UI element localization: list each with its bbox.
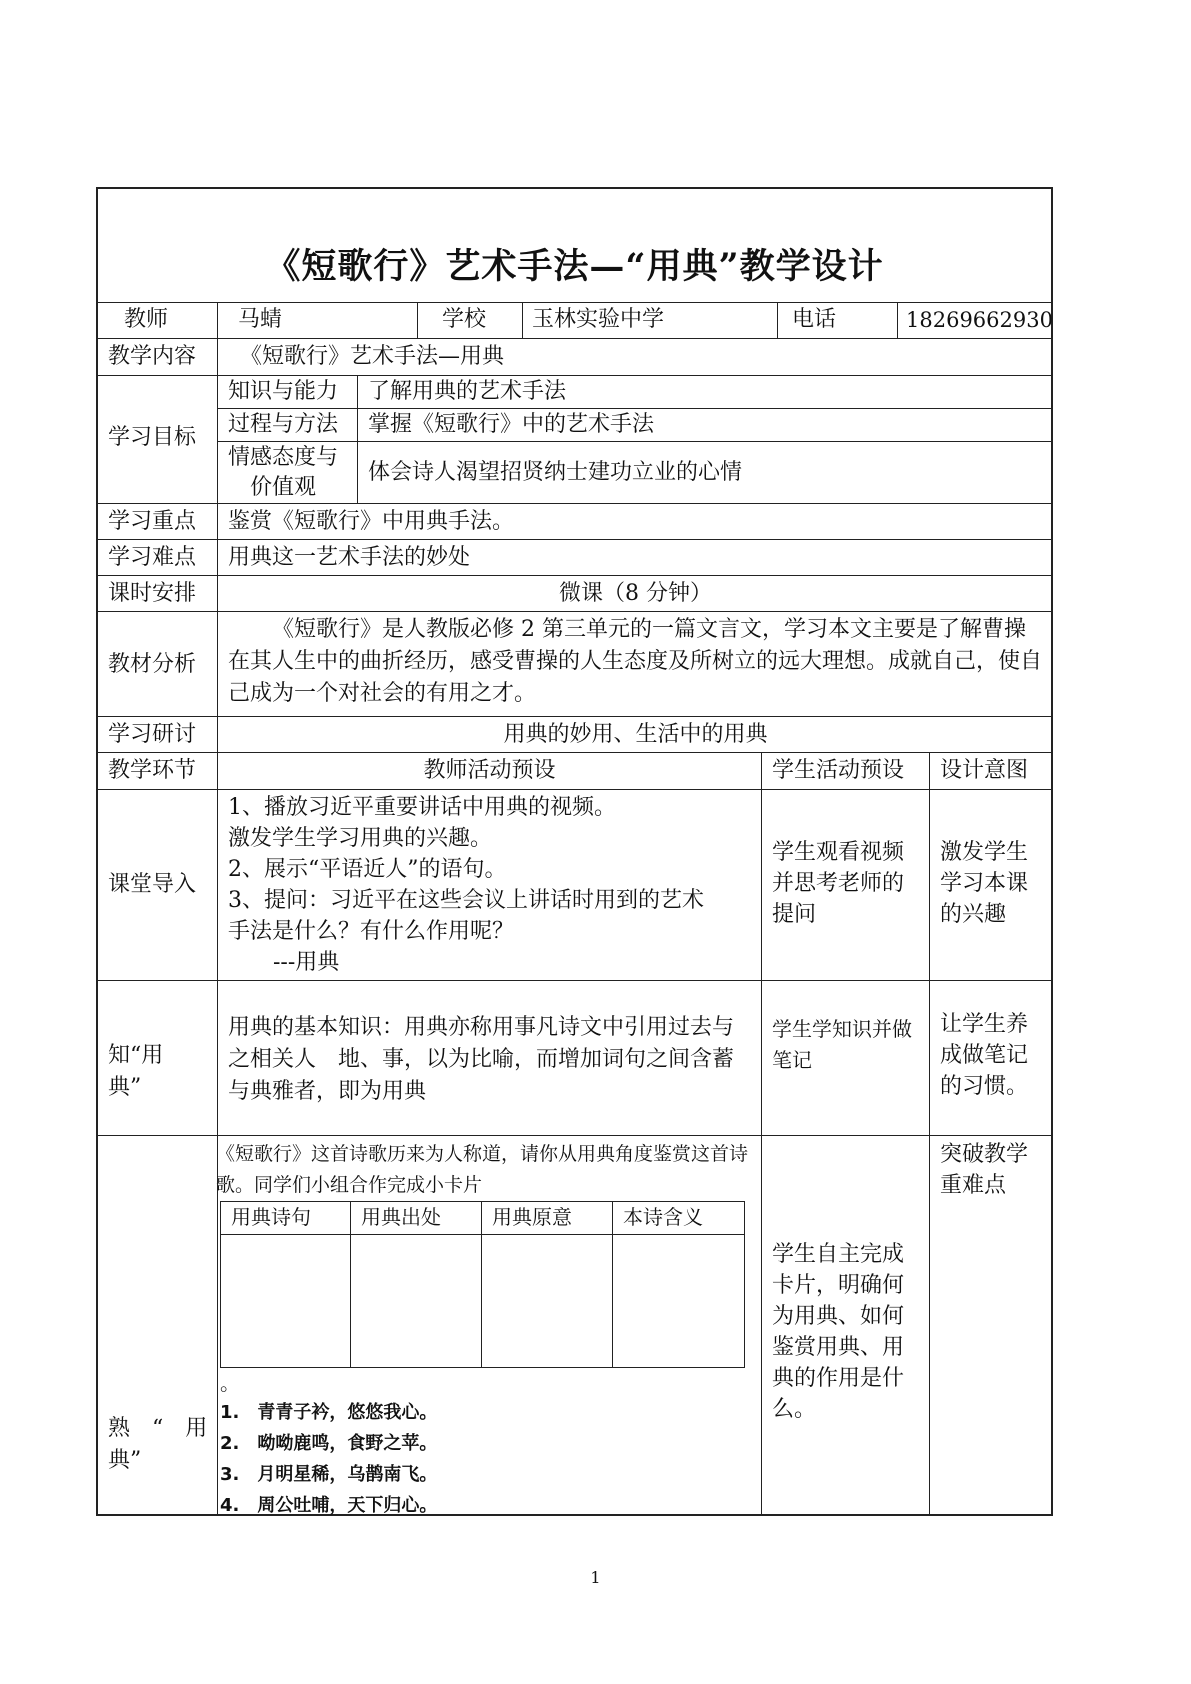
header-student-activity: 学生活动预设 (772, 758, 905, 783)
row2-teacher: 用典的基本知识：用典亦称用事凡诗文中引用过去与之相关人 地、事，以为比喻，而增加词句之间含蓄与典雅者，即为用典 (228, 1015, 735, 1104)
analysis-label: 教材分析 (108, 652, 197, 677)
row1-teacher-line: 3、提问：习近平在这些会议上讲话时用到的艺术 (228, 888, 704, 913)
row3-dot: 。 (220, 1371, 240, 1395)
verse-item: 4. 周公吐哺，天下归心。 (220, 1495, 438, 1516)
teacher-name: 马蜻 (238, 307, 283, 332)
document-title: 《短歌行》艺术手法—“用典”教学设计 (265, 246, 884, 287)
goal2-label: 过程与方法 (228, 412, 339, 437)
row1-teacher-line: 1、播放习近平重要讲话中用典的视频。 (228, 795, 616, 820)
row3-stage-line2: 典” (108, 1448, 142, 1473)
key-value: 鉴赏《短歌行》中用典手法。 (228, 509, 515, 534)
header-stage: 教学环节 (108, 758, 197, 783)
goal3-value: 体会诗人渴望招贤纳士建功立业的心情 (368, 460, 743, 485)
row1-teacher-line: 手法是什么？有什么作用呢？ (228, 919, 515, 944)
row1-stage: 课堂导入 (108, 872, 197, 897)
verse-item: 3. 月明星稀，乌鹊南飞。 (220, 1464, 438, 1485)
difficulty-label: 学习难点 (108, 545, 197, 570)
analysis-text: 《短歌行》是人教版必修 2 第三单元的一篇文言文，学习本文主要是了解曹操在其人生中的曲折经历，感受曹操的人生态度及所树立的远大理想。成就自己，使自己成为一个对社会的有用之才。 (228, 617, 1043, 706)
research-label: 学习研讨 (108, 722, 197, 747)
content-label: 教学内容 (108, 344, 197, 369)
allusion-card-table (220, 1201, 745, 1368)
school-label: 学校 (442, 307, 487, 332)
content-value: 《短歌行》艺术手法—用典 (240, 344, 505, 369)
row1-teacher-line: 2、展示“平语近人”的语句。 (228, 857, 507, 882)
phone-value: 18269662930 (906, 308, 1053, 332)
lesson-plan-table (96, 187, 1053, 1516)
research-value: 用典的妙用、生活中的用典 (503, 722, 768, 747)
row3-stage-line1: 熟 “ 用 (108, 1416, 208, 1441)
goal3-label-line1: 情感态度与 (228, 445, 339, 470)
verse-item: 2. 呦呦鹿鸣，食野之苹。 (220, 1433, 438, 1454)
key-label: 学习重点 (108, 509, 197, 534)
goal1-value: 了解用典的艺术手法 (368, 379, 567, 404)
row1-teacher-line: ---用典 (273, 950, 340, 975)
schedule-label: 课时安排 (108, 581, 197, 606)
row3-teacher-intro: 《短歌行》这首诗歌历来为人称道，请你从用典角度鉴赏这首诗歌。同学们小组合作完成小卡片 (216, 1143, 749, 1196)
header-intent: 设计意图 (940, 758, 1029, 783)
card-header: 用典出处 (361, 1205, 441, 1229)
row1-intent: 激发学生学习本课的兴趣 (940, 840, 1029, 927)
phone-label: 电话 (792, 307, 837, 332)
row1-student: 学生观看视频并思考老师的提问 (772, 840, 905, 927)
goal3-label-line2: 价值观 (250, 475, 317, 500)
card-header: 用典诗句 (231, 1205, 311, 1229)
row2-stage-line1: 知“用 (108, 1043, 164, 1068)
schedule-value: 微课（8 分钟） (559, 581, 712, 606)
page-number: 1 (590, 1568, 601, 1587)
row3-student: 学生自主完成卡片，明确何为用典、如何鉴赏用典、用典的作用是什么。 (772, 1242, 905, 1422)
row1-teacher-line: 激发学生学习用典的兴趣。 (228, 826, 493, 851)
school-name: 玉林实验中学 (532, 307, 665, 332)
row2-stage-line2: 典” (108, 1075, 142, 1100)
goal1-label: 知识与能力 (228, 379, 339, 404)
goals-label: 学习目标 (108, 425, 197, 450)
card-header: 本诗含义 (623, 1205, 703, 1229)
difficulty-value: 用典这一艺术手法的妙处 (228, 545, 471, 570)
row2-intent: 让学生养成做笔记的习惯。 (940, 1012, 1029, 1099)
row2-student: 学生学知识并做笔记 (772, 1017, 912, 1072)
verse-item: 1. 青青子衿，悠悠我心。 (220, 1402, 438, 1423)
goal2-value: 掌握《短歌行》中的艺术手法 (368, 412, 655, 437)
row3-intent: 突破教学重难点 (940, 1142, 1029, 1198)
teacher-label: 教师 (124, 307, 169, 332)
header-teacher-activity: 教师活动预设 (423, 758, 556, 783)
card-header: 用典原意 (492, 1205, 572, 1229)
